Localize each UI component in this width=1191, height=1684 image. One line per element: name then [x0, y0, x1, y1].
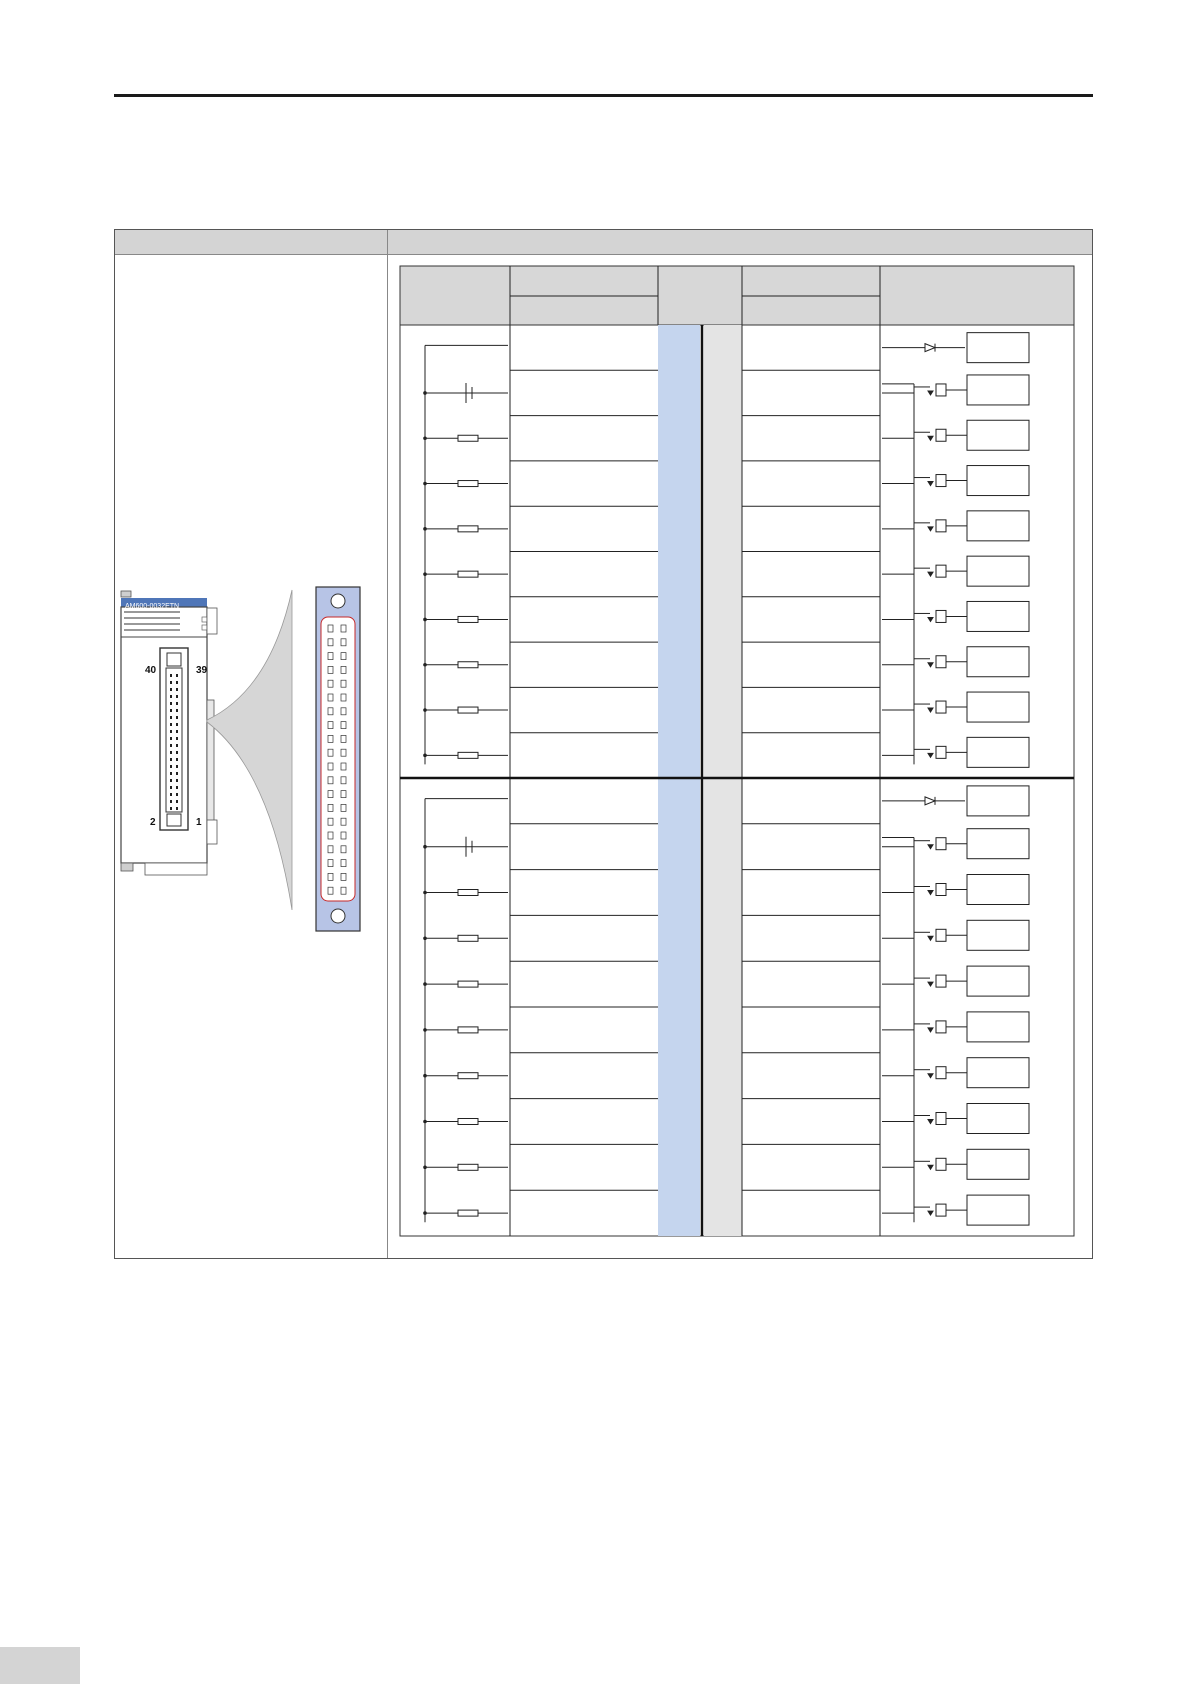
- module-pin: [170, 772, 172, 775]
- connector-pin: [341, 625, 346, 632]
- diode-icon: [925, 797, 935, 805]
- module-pin: [170, 716, 172, 719]
- connector-pin: [341, 887, 346, 894]
- module-pin: [176, 765, 178, 768]
- module-pin: [176, 681, 178, 684]
- resistor-icon: [458, 890, 478, 896]
- module-pin: [176, 737, 178, 740]
- diode-icon: [928, 1028, 933, 1032]
- transistor-icon: [936, 838, 946, 850]
- connector-pin: [328, 749, 333, 756]
- resistor-icon: [458, 481, 478, 487]
- connector-pin: [341, 818, 346, 825]
- module-pin: [176, 758, 178, 761]
- connector-pin: [328, 653, 333, 660]
- junction-dot: [424, 1166, 427, 1169]
- transistor-icon: [936, 884, 946, 896]
- module-pin: [170, 688, 172, 691]
- module-pin: [176, 779, 178, 782]
- load-box: [967, 1149, 1029, 1179]
- connector-pin: [328, 873, 333, 880]
- diode-icon: [928, 1120, 933, 1124]
- module-pin: [176, 688, 178, 691]
- module-pin: [170, 681, 172, 684]
- junction-dot: [424, 1074, 427, 1077]
- resistor-icon: [458, 662, 478, 668]
- connector-pin: [341, 708, 346, 715]
- module-pin: [176, 807, 178, 810]
- diode-icon: [928, 753, 933, 757]
- diode-icon: [928, 936, 933, 940]
- connector-pin: [328, 708, 333, 715]
- diode-icon: [928, 845, 933, 849]
- module-pin: [176, 751, 178, 754]
- resistor-icon: [458, 571, 478, 577]
- load-box: [967, 1195, 1029, 1225]
- load-box: [967, 966, 1029, 996]
- connector-pin: [328, 846, 333, 853]
- resistor-icon: [458, 1073, 478, 1079]
- transistor-icon: [936, 565, 946, 577]
- connector-pin: [341, 832, 346, 839]
- pin-label-1: 1: [196, 817, 202, 828]
- module-pin: [176, 786, 178, 789]
- connector-pin: [341, 694, 346, 701]
- junction-dot: [424, 845, 427, 848]
- load-box: [967, 1012, 1029, 1042]
- module-pin: [170, 730, 172, 733]
- resistor-icon: [458, 752, 478, 758]
- connector-pin: [341, 722, 346, 729]
- diode-icon: [928, 891, 933, 895]
- connector-pin: [328, 860, 333, 867]
- junction-dot: [424, 1029, 427, 1032]
- module-pin: [170, 793, 172, 796]
- resistor-icon: [458, 616, 478, 622]
- transistor-icon: [936, 610, 946, 622]
- load-box: [967, 466, 1029, 496]
- connector-pin: [341, 804, 346, 811]
- resistor-icon: [458, 1119, 478, 1125]
- module-pin: [176, 744, 178, 747]
- transistor-icon: [936, 929, 946, 941]
- connector-pin: [341, 639, 346, 646]
- connector-pin: [328, 625, 333, 632]
- module-pin: [170, 723, 172, 726]
- transistor-icon: [936, 1113, 946, 1125]
- transistor-icon: [936, 475, 946, 487]
- resistor-icon: [458, 707, 478, 713]
- resistor-icon: [458, 435, 478, 441]
- module-pin: [170, 779, 172, 782]
- transistor-icon: [936, 520, 946, 532]
- diode-icon: [925, 344, 935, 352]
- load-box: [967, 601, 1029, 631]
- junction-dot: [424, 392, 427, 395]
- module-pin: [170, 800, 172, 803]
- load-box: [967, 647, 1029, 677]
- module-pin: [170, 702, 172, 705]
- page-number-tab: [0, 1647, 80, 1684]
- module-pin: [170, 737, 172, 740]
- transistor-icon: [936, 384, 946, 396]
- load-box: [967, 829, 1029, 859]
- resistor-icon: [458, 1164, 478, 1170]
- diode-icon: [928, 1074, 933, 1078]
- connector-pin: [341, 860, 346, 867]
- transistor-icon: [936, 429, 946, 441]
- transistor-icon: [936, 1204, 946, 1216]
- connector-pin: [328, 818, 333, 825]
- junction-dot: [424, 618, 427, 621]
- module-pin: [176, 702, 178, 705]
- module-pin: [176, 716, 178, 719]
- connector-enlarged: [316, 587, 360, 931]
- connector-pin: [341, 749, 346, 756]
- module-pin: [176, 709, 178, 712]
- module-pin: [170, 674, 172, 677]
- connector-pin: [341, 735, 346, 742]
- module-pin: [176, 772, 178, 775]
- load-box: [967, 375, 1029, 405]
- resistor-icon: [458, 1027, 478, 1033]
- diode-icon: [928, 1165, 933, 1169]
- diode-icon: [928, 663, 933, 667]
- diode-icon: [928, 482, 933, 486]
- module-pin: [170, 751, 172, 754]
- diode-icon: [928, 527, 933, 531]
- junction-dot: [424, 891, 427, 894]
- load-box: [967, 511, 1029, 541]
- transistor-icon: [936, 1158, 946, 1170]
- load-box: [967, 556, 1029, 586]
- wiring-diagram: [400, 266, 1074, 1236]
- junction-dot: [424, 573, 427, 576]
- connector-pin: [328, 777, 333, 784]
- connector-pin: [341, 666, 346, 673]
- connector-pin: [341, 777, 346, 784]
- connector-pin: [328, 722, 333, 729]
- connector-pin: [328, 887, 333, 894]
- module-model-label: AM600-0032ETN: [125, 603, 180, 610]
- connector-pin: [328, 735, 333, 742]
- connector-pin: [328, 680, 333, 687]
- junction-dot: [424, 983, 427, 986]
- transistor-icon: [936, 656, 946, 668]
- junction-dot: [424, 937, 427, 940]
- connector-pin: [328, 791, 333, 798]
- load-box: [967, 875, 1029, 905]
- module-pin: [176, 800, 178, 803]
- connector-pin: [341, 763, 346, 770]
- junction-dot: [424, 754, 427, 757]
- connector-pin: [328, 804, 333, 811]
- connector-pin: [341, 653, 346, 660]
- connector-pin: [328, 763, 333, 770]
- module-pin: [176, 695, 178, 698]
- junction-dot: [424, 709, 427, 712]
- junction-dot: [424, 437, 427, 440]
- transistor-icon: [936, 1067, 946, 1079]
- resistor-icon: [458, 935, 478, 941]
- module-pin: [170, 744, 172, 747]
- load-box: [967, 333, 1029, 363]
- transistor-icon: [936, 1021, 946, 1033]
- pin-label-2: 2: [150, 817, 156, 828]
- module-pin: [170, 758, 172, 761]
- diode-icon: [928, 391, 933, 395]
- module-pin: [176, 793, 178, 796]
- module-pin: [176, 674, 178, 677]
- transistor-icon: [936, 701, 946, 713]
- module-pin: [170, 709, 172, 712]
- diode-icon: [928, 617, 933, 621]
- load-box: [967, 420, 1029, 450]
- pin-label-40: 40: [145, 665, 157, 676]
- load-box: [967, 1104, 1029, 1134]
- pin-label-39: 39: [196, 665, 208, 676]
- transistor-icon: [936, 975, 946, 987]
- connector-pin: [328, 832, 333, 839]
- transistor-icon: [936, 746, 946, 758]
- resistor-icon: [458, 981, 478, 987]
- connector-pin: [328, 666, 333, 673]
- resistor-icon: [458, 1210, 478, 1216]
- connector-pin: [328, 694, 333, 701]
- junction-dot: [424, 482, 427, 485]
- resistor-icon: [458, 526, 478, 532]
- diode-icon: [928, 572, 933, 576]
- junction-dot: [424, 663, 427, 666]
- connector-pin: [341, 680, 346, 687]
- module-pin: [170, 786, 172, 789]
- module-pin: [170, 695, 172, 698]
- load-box: [967, 920, 1029, 950]
- load-box: [967, 692, 1029, 722]
- diode-icon: [928, 1211, 933, 1215]
- junction-dot: [424, 1212, 427, 1215]
- module-drawing: [121, 590, 292, 910]
- connector-pin: [328, 639, 333, 646]
- connector-pin: [341, 791, 346, 798]
- load-box: [967, 737, 1029, 767]
- connector-pin: [341, 846, 346, 853]
- module-pin: [176, 730, 178, 733]
- module-pin: [170, 807, 172, 810]
- diode-icon: [928, 708, 933, 712]
- load-box: [967, 786, 1029, 816]
- junction-dot: [424, 528, 427, 531]
- diode-icon: [928, 982, 933, 986]
- junction-dot: [424, 1120, 427, 1123]
- module-pin: [170, 765, 172, 768]
- load-box: [967, 1058, 1029, 1088]
- connector-pin: [341, 873, 346, 880]
- module-pin: [176, 723, 178, 726]
- diode-icon: [928, 436, 933, 440]
